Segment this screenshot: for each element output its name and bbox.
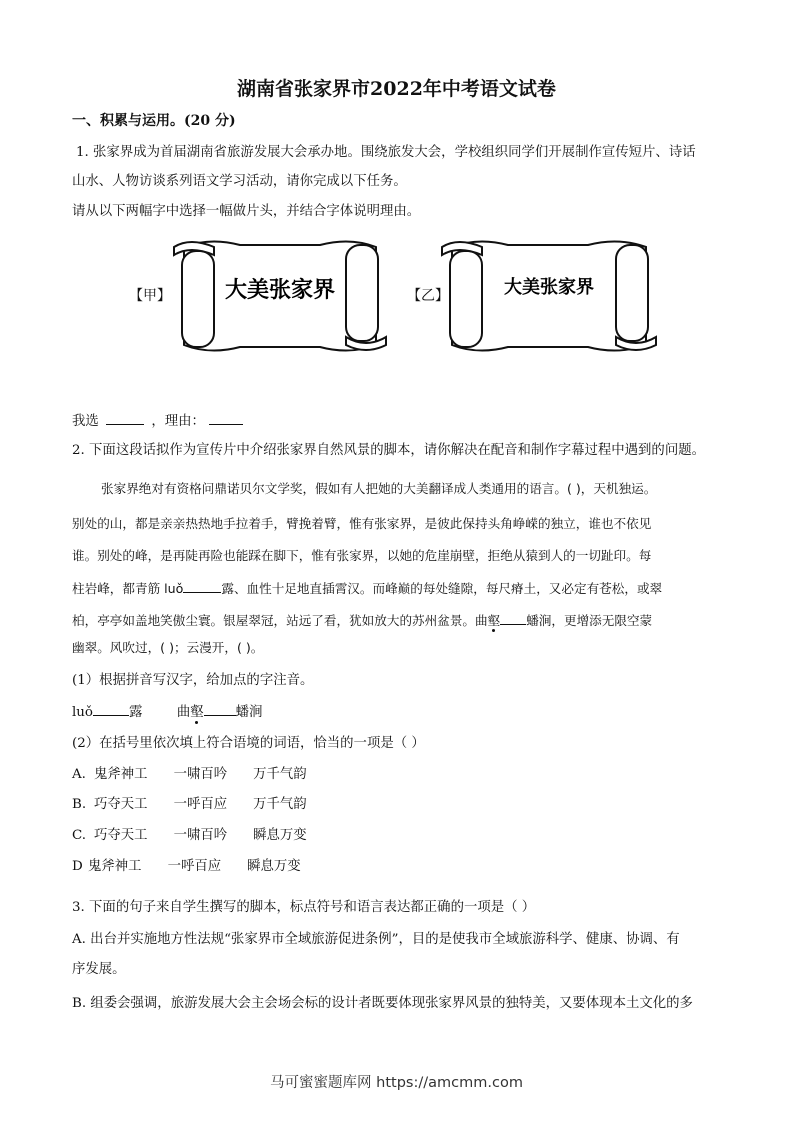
sub1-luo-blank[interactable] bbox=[93, 701, 129, 716]
q2-para-line4a: 柱岩峰，都青筋 luǒ bbox=[72, 581, 184, 596]
section-heading: 一、积累与运用。(20 分) bbox=[72, 113, 236, 129]
q3-option-a-line2: 序发展。 bbox=[72, 962, 126, 977]
he-blank[interactable] bbox=[500, 610, 526, 625]
option-word1: 巧夺天工 bbox=[94, 828, 148, 843]
answer-choose-label: 我选 bbox=[72, 414, 99, 429]
q2-para-line5a: 柏，亭亭如盖地笑傲尘寰。银屋翠冠，站远了看，犹如放大的苏州盆景。曲 bbox=[72, 613, 488, 628]
option-letter: D bbox=[72, 859, 83, 874]
q2-para-line4b: 露、血性十足地直插霄汉。而峰巅的每处缝隙，每尺瘠土，又必定有苍松，或翠 bbox=[221, 581, 663, 596]
q2-sub2: (2）在括号里依次填上符合语境的词语，恰当的一项是（ ） bbox=[72, 736, 425, 751]
option-word3: 万千气韵 bbox=[253, 797, 307, 812]
option-a[interactable] bbox=[72, 765, 307, 785]
option-d[interactable] bbox=[72, 857, 301, 877]
sub1-luo: luǒ bbox=[72, 705, 93, 720]
option-word2: 一呼百应 bbox=[173, 797, 228, 812]
option-word3: 万千气韵 bbox=[253, 767, 307, 782]
q2-para-line4 bbox=[72, 578, 662, 599]
sub1-panjian: 蟠涧 bbox=[235, 705, 263, 720]
answer-reason-label: ，理由： bbox=[151, 414, 205, 429]
option-word1: 巧夺天工 bbox=[94, 797, 148, 812]
page-title: 湖南省张家界市2022年中考语文试卷 bbox=[237, 78, 556, 100]
option-c[interactable] bbox=[72, 826, 307, 846]
option-word1: 鬼斧神工 bbox=[88, 859, 142, 874]
q2-sub1-answer bbox=[72, 701, 262, 723]
label-yi: 【乙】 bbox=[407, 288, 449, 304]
footer-watermark: 马可蜜蜜题库网 https://amcmm.com bbox=[270, 1075, 523, 1091]
answer-line bbox=[72, 410, 243, 432]
answer-reason-blank[interactable] bbox=[209, 410, 243, 425]
scroll-text-yi: 大美张家界 bbox=[504, 277, 594, 298]
scroll-image-jia bbox=[170, 237, 390, 355]
q1-line2: 山水、人物访谈系列语文学习活动，请你完成以下任务。 bbox=[72, 174, 407, 189]
q2-sub1: (1）根据拼音写汉字，给加点的字注音。 bbox=[72, 673, 314, 688]
q3-option-a-line1: A. 出台并实施地方性法规“张家界市全域旅游促进条例”，目的是使我市全域旅游科学、健康、协调、有 bbox=[72, 932, 680, 947]
q2-para-line5b: 蟠涧，更增添无限空蒙 bbox=[526, 613, 653, 628]
option-letter: A. bbox=[72, 767, 86, 782]
answer-choice-blank[interactable] bbox=[106, 410, 144, 425]
q3-option-b-line1: B. 组委会强调，旅游发展大会主会场会标的设计者既要体现张家界风景的独特美，又要体现本土文化的多 bbox=[72, 996, 693, 1011]
option-b[interactable] bbox=[72, 795, 307, 815]
option-word2: 一呼百应 bbox=[167, 859, 222, 874]
q2-para-line1: 张家界绝对有资格问鼎诺贝尔文学奖，假如有人把她的大美翻译成人类通用的语言。( )，天机独运。 bbox=[101, 481, 657, 496]
option-word3: 瞬息万变 bbox=[247, 859, 301, 874]
q2-para-line2: 别处的山，都是亲亲热热地手拉着手，臂挽着臂，惟有张家界，是彼此保持头角峥嵘的独立，谁也不依见 bbox=[72, 516, 652, 531]
sub1-he-blank[interactable] bbox=[204, 701, 236, 716]
luo-blank[interactable] bbox=[183, 578, 221, 593]
option-letter: B. bbox=[72, 797, 87, 812]
sub1-dotted-he: 壑 bbox=[190, 705, 204, 720]
option-word1: 鬼斧神工 bbox=[94, 767, 148, 782]
q2-para-line6: 幽翠。风吹过，( )；云漫开，( )。 bbox=[72, 640, 264, 655]
option-word2: 一啸百吟 bbox=[173, 828, 228, 843]
q2-para-line3: 谁。别处的峰，是再陡再险也能踩在脚下，惟有张家界，以她的危崖崩壁，拒绝从猿到人的一切趾印。每 bbox=[72, 548, 652, 563]
q2-intro: 2. 下面这段话拟作为宣传片中介绍张家界自然风景的脚本，请你解决在配音和制作字幕过程中遇到的问题。 bbox=[72, 443, 705, 458]
option-letter: C. bbox=[72, 828, 87, 843]
q3-intro: 3. 下面的句子来自学生撰写的脚本，标点符号和语言表达都正确的一项是（ ） bbox=[72, 900, 536, 915]
option-word2: 一啸百吟 bbox=[173, 767, 228, 782]
label-jia: 【甲】 bbox=[129, 288, 171, 304]
option-word3: 瞬息万变 bbox=[253, 828, 307, 843]
scroll-image-yi bbox=[438, 237, 660, 355]
scroll-text-jia: 大美张家界 bbox=[224, 277, 336, 303]
q2-para-line5 bbox=[72, 610, 652, 631]
q1-line3: 请从以下两幅字中选择一幅做片头，并结合字体说明理由。 bbox=[72, 204, 421, 219]
sub1-lu: 露 bbox=[128, 705, 143, 720]
sub1-qu: 曲 bbox=[176, 705, 191, 720]
q1-line1: 1. 张家界成为首届湖南省旅游发展大会承办地。围绕旅发大会，学校组织同学们开展制作宣传短片、诗话 bbox=[76, 145, 696, 160]
dotted-char-he: 壑 bbox=[487, 613, 501, 628]
